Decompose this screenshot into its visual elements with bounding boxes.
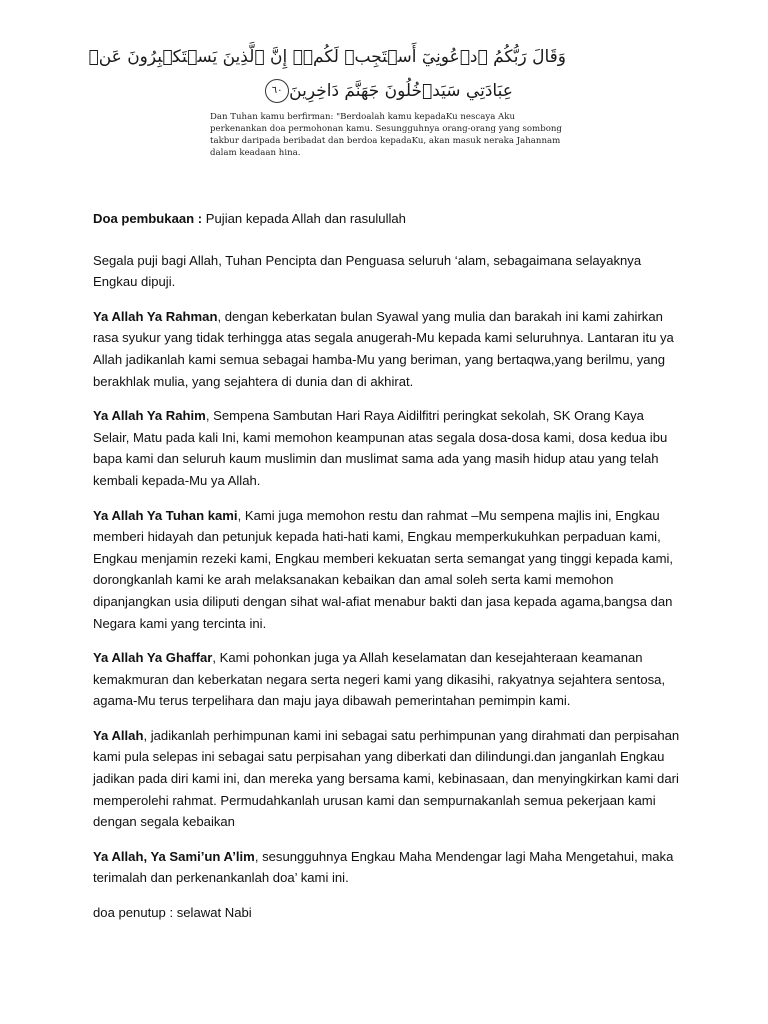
ayah-number-mark: ٦٠ (265, 79, 289, 103)
paragraph-lead: Ya Allah Ya Rahman (93, 308, 218, 324)
paragraph-ghaffar (93, 647, 683, 712)
paragraph-lead: Ya Allah (93, 727, 144, 743)
arabic-verse-line-1: وَقَالَ رَبُّكُمُ ٱدۡعُونِيٓ أَسۡتَجِبۡ لَكُمۡۚ إِنَّ ٱلَّذِينَ يَسۡتَكۡبِرُونَ عَنۡ (88, 47, 566, 67)
paragraph-text: , Sempena Sambutan Hari Raya Aidilfitri peringkat sekolah, SK Orang Kaya Selair, Matu pada kali Ini, kami memohon keampunan atas segala dosa-dosa kami, dosa kedua ibu bapa kami dan seluruh kaum muslimin dan muslimat sama ada yang masih hidup atau yang telah kembali kepada-Mu ya Allah. (93, 408, 668, 488)
quran-verse-image (88, 40, 566, 158)
arabic-verse-line-2-text: عِبَادَتِي سَيَدۡخُلُونَ جَهَنَّمَ دَاخِرِينَ (289, 81, 513, 101)
opening-label: Doa pembukaan : (93, 211, 203, 226)
paragraph-lead: Ya Allah Ya Tuhan kami (93, 507, 238, 523)
paragraph-rahman (93, 306, 683, 392)
paragraph-text: , sesungguhnya Engkau Maha Mendengar lagi Maha Mengetahui, maka terimalah dan perkenankanlah doa’ kami ini. (93, 848, 674, 886)
praise-paragraph: Segala puji bagi Allah, Tuhan Pencipta dan Penguasa seluruh ‘alam, sebagaimana selayaknya Engkau dipuji. (93, 252, 642, 290)
paragraph-text: , Kami pohonkan juga ya Allah keselamatan dan kesejahteraan keamanan kemakmuran dan keberkatan negara serta negeri kami yang dikasihi, rakyatnya sejahtera sentosa, agama-Mu terus terpelihara dan maju jaya dibawah pemerintahan pemimpin kami. (93, 650, 666, 709)
paragraph-lead: Ya Allah Ya Ghaffar (93, 650, 213, 666)
paragraph-text: , dengan keberkatan bulan Syawal yang mulia dan barakah ini kami zahirkan rasa syukur yang tidak terhingga atas segala anugerah-Mu kepada kami seluruhnya. Lantaran itu ya Allah jadikanlah kami semua sebagai hamba-Mu yang beriman, yang bertaqwa,yang berilmu, yang berakhlak mulia, yang sejahtera di dunia dan di akhirat. (93, 308, 674, 389)
paragraph-lead: Ya Allah Ya Rahim (93, 408, 206, 424)
paragraph-text: , Kami juga memohon restu dan rahmat –Mu sempena majlis ini, Engkau memberi hidayah dan petunjuk kepada hati-hati kami, Engkau memperkukuhkan perpaduan kami, Engkau menjamin rezeki kami, Engkau memberi kekuatan serta semangat yang tinggi kepada kami, dorongkanlah kami ke arah melaksanakan kebaikan dan amal soleh serta kami memohon dipanjangkan usia diliputi dengan sihat wal-afiat menabur bakti dan jasa kepada agama,bangsa dan Negara kami yang tercinta ini. (93, 507, 674, 631)
paragraph-ya-allah (93, 725, 683, 833)
paragraph-rahim (93, 405, 683, 491)
paragraph-tuhan-kami (93, 505, 683, 635)
opening-text: Pujian kepada Allah dan rasulullah (202, 211, 406, 226)
arabic-verse-line-2 (206, 76, 566, 106)
paragraph-samiun-alim (93, 846, 683, 889)
paragraph-lead: Ya Allah, Ya Sami’un A’lim (93, 848, 255, 864)
closing-line: doa penutup : selawat Nabi (93, 905, 252, 921)
paragraph-text: , jadikanlah perhimpunan kami ini sebagai satu perhimpunan yang dirahmati dan perpisahan kami pula selepas ini sebagai satu perpisahan yang diberkati dan dilindungi.dan janganlah Engkau jadikan pada diri kami ini, dan mereka yang bersama kami, kebinasaan, dan menyingkirkan kami dari memperolehi rahmat. Permudahkanlah urusan kami dan sempurnakanlah semua pekerjaan kami dengan segala kebaikan (93, 727, 680, 830)
opening-line (93, 208, 683, 230)
verse-translation: Dan Tuhan kamu berfirman: "Berdoalah kamu kepadaKu nescaya Aku perkenankan doa permohonan kamu. Sesungguhnya orang-orang yang sombong takbur daripada beribadat dan berdoa kepadaKu, akan masuk neraka Jahannam dalam keadaan hina. (210, 112, 562, 158)
prayer-document (93, 208, 683, 937)
